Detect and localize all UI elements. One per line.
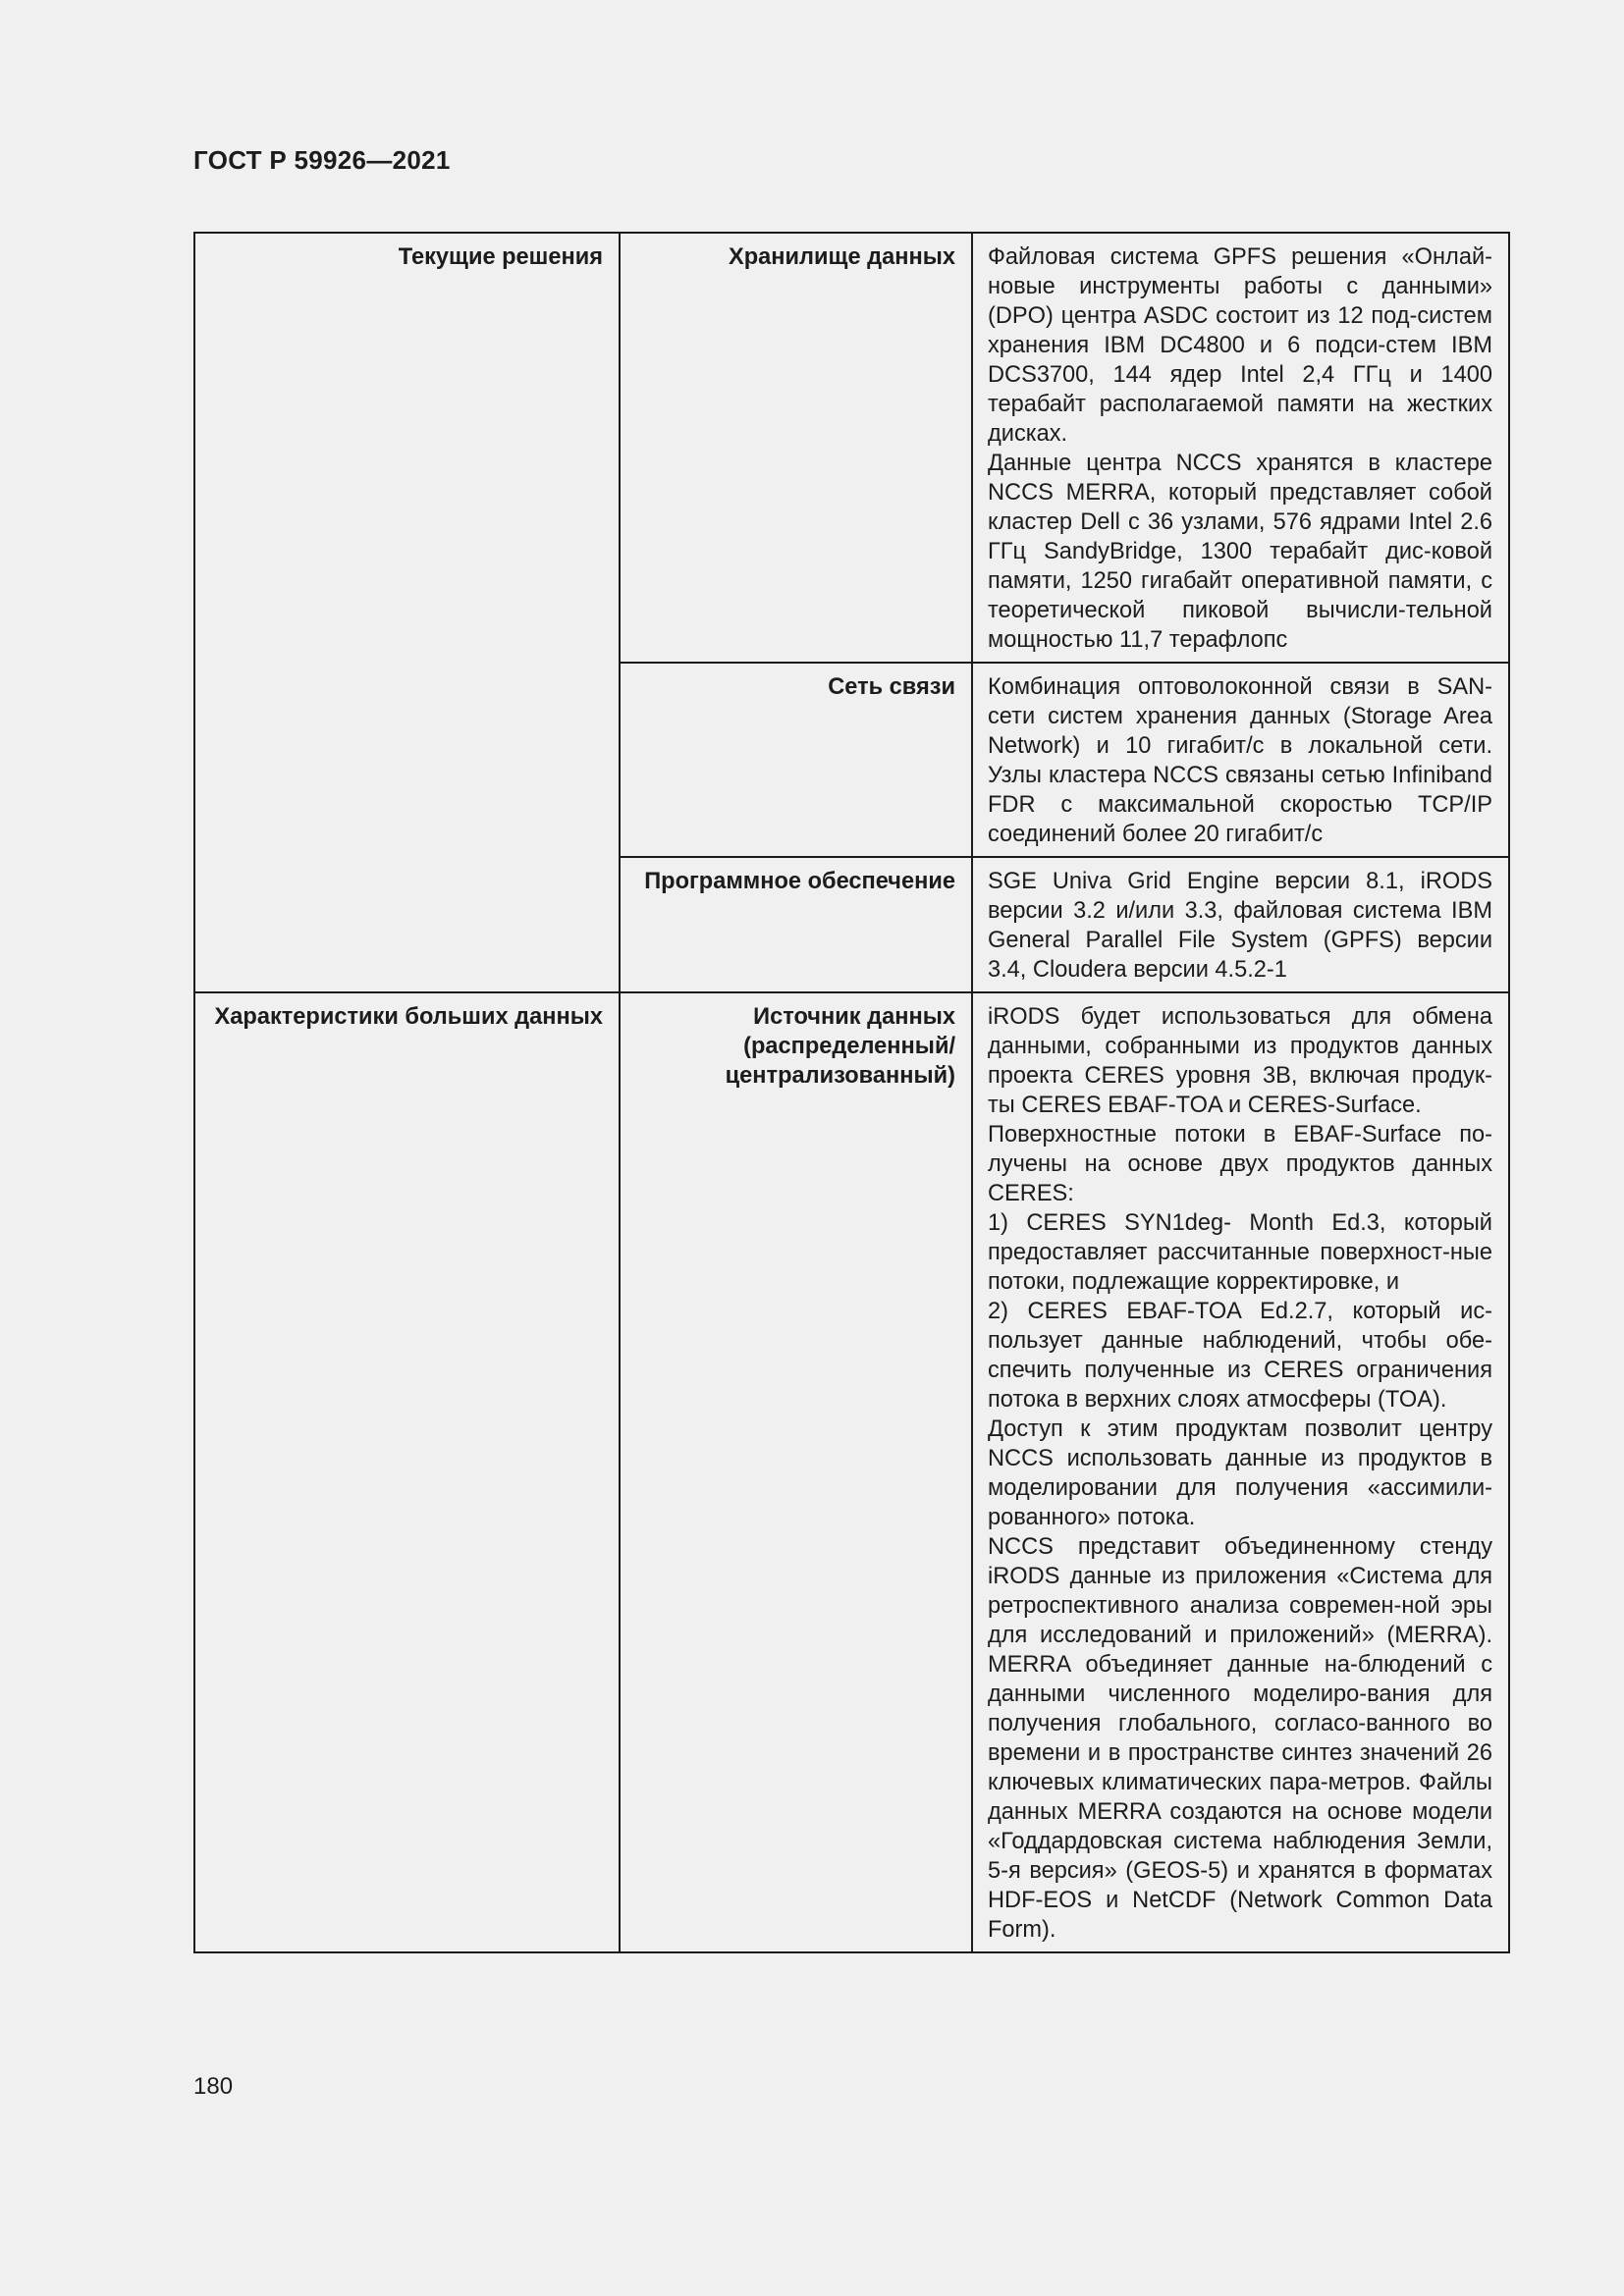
description-paragraph: Файловая система GPFS решения «Онлай-новые инструменты работы с данными» (DPO) центра ASDC состоит из 12 под-систем хранения IBM DC4800 и 6 подси-стем IBM DCS3700, 144 ядер Intel 2,4 ГГц и 1400 терабайт располагаемой памяти на жестких дисках. [988, 244, 1492, 447]
table-row [194, 233, 1509, 663]
description-paragraph: Комбинация оптоволоконной связи в SAN-сети систем хранения данных (Storage Area Network) и 10 гигабит/с в локальной сети. Узлы кластера NCCS связаны сетью Infiniband FDR с максимальной скоростью TCP/IP соединений более 20 гигабит/с [988, 674, 1492, 847]
description-paragraph: SGE Univa Grid Engine версии 8.1, iRODS версии 3.2 и/или 3.3, файловая система IBM General Parallel File System (GPFS) версии 3.4, Cloudera версии 4.5.2-1 [988, 869, 1492, 983]
description-paragraph: 2) CERES EBAF-TOA Ed.2.7, который ис-пользует данные наблюдений, чтобы обе-спечить полученные из CERES ограничения потока в верхних слоях атмосферы (TOA). [988, 1299, 1492, 1413]
description-paragraph: Доступ к этим продуктам позволит центру NCCS использовать данные из продуктов в моделировании для получения «ассимили-рованного» потока. [988, 1416, 1492, 1530]
description-cell-software [972, 857, 1509, 992]
category-cell-current-solutions: Текущие решения [194, 233, 620, 992]
description-paragraph: Данные центра NCCS хранятся в кластере NCCS MERRA, который представляет собой кластер Dell с 36 узлами, 576 ядрами Intel 2.6 ГГц SandyBridge, 1300 терабайт дис-ковой памяти, 1250 гигабайт оперативной памяти, с теоретической пиковой вычисли-тельной мощностью 11,7 терафлопс [988, 451, 1492, 653]
description-paragraph: 1) CERES SYN1deg- Month Ed.3, который предоставляет рассчитанные поверхност-ные потоки, подлежащие корректировке, и [988, 1210, 1492, 1295]
aspect-cell-data-storage: Хранилище данных [620, 233, 972, 663]
description-paragraph: Поверхностные потоки в EBAF-Surface по-лучены на основе двух продуктов данных CERES: [988, 1122, 1492, 1206]
aspect-cell-data-source: Источник данных (распределенный/ централизованный) [620, 992, 972, 1952]
table-row [194, 992, 1509, 1952]
page-number: 180 [193, 2073, 234, 2100]
aspect-cell-network: Сеть связи [620, 663, 972, 857]
description-cell-network [972, 663, 1509, 857]
description-cell-data-storage [972, 233, 1509, 663]
aspect-cell-software: Программное обеспечение [620, 857, 972, 992]
category-cell-big-data-characteristics: Характеристики больших данных [194, 992, 620, 1952]
description-paragraph: NCCS представит объединенному стенду iRODS данные из приложения «Система для ретроспективного анализа современ-ной эры для исследований и приложений» (MERRA). MERRA объединяет данные на-блюдений с данными численного моделиро-вания для получения глобального, согласо-ванного во времени и в пространстве синтез значений 26 ключевых климатических пара-метров. Файлы данных MERRA создаются на основе модели «Годдардовская система наблюдения Земли, 5-я версия» (GEOS-5) и хранятся в форматах HDF-EOS и NetCDF (Network Common Data Form). [988, 1534, 1492, 1943]
document-header: ГОСТ Р 59926—2021 [193, 145, 451, 175]
description-paragraph: iRODS будет использоваться для обмена данными, собранными из продуктов данных проекта CERES уровня 3B, включая продук-ты CERES EBAF-TOA и CERES-Surface. [988, 1004, 1492, 1118]
specification-table [193, 232, 1510, 1953]
description-cell-data-source [972, 992, 1509, 1952]
